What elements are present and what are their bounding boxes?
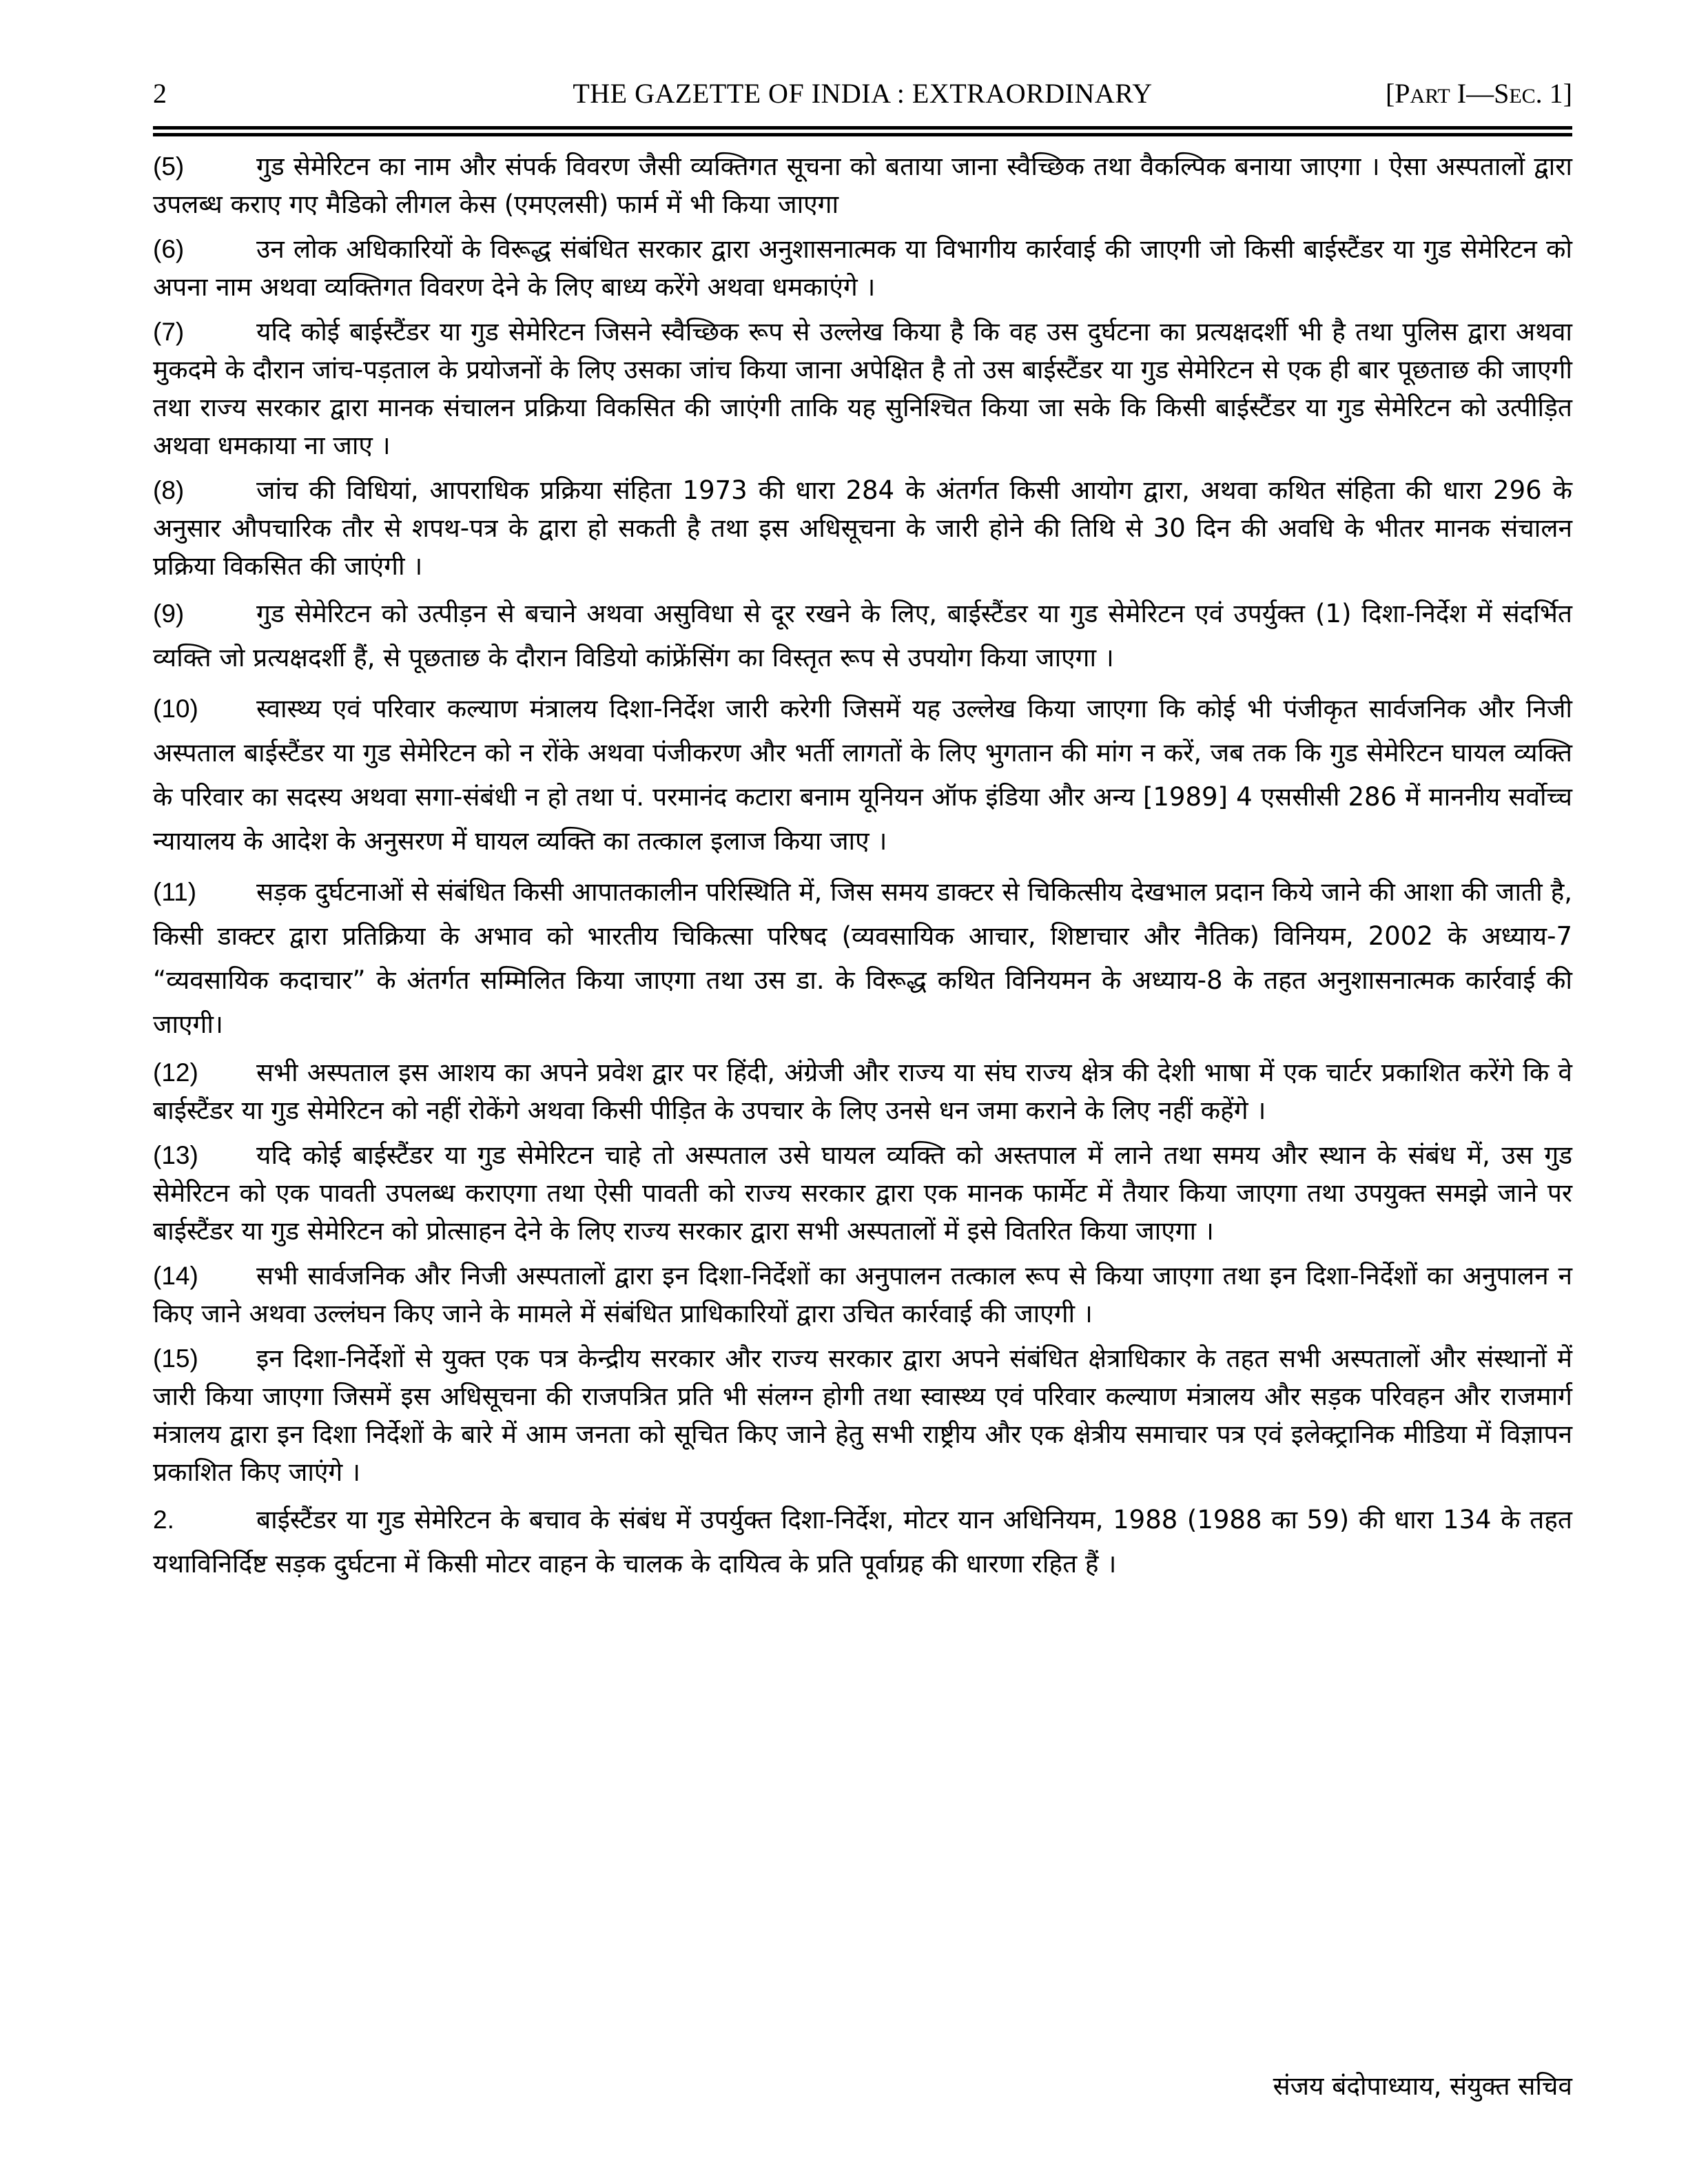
- paragraph-text: बाईस्टैंडर या गुड सेमेरिटन के बचाव के संबंध में उपर्युक्त दिशा-निर्देश, मोटर यान अधिनियम, 1988 (1988 का 59) की धारा 134 के तहत यथाविनिर्दिष्ट सड़क दुर्घटना में किसी मोटर वाहन के चालक के दायित्व के प्रति पूर्वाग्रह की धारणा रहित हैं ।: [153, 1505, 1572, 1579]
- document-body: [153, 147, 1572, 1593]
- part-mid: I—S: [1450, 78, 1510, 109]
- paragraph-number: (12): [153, 1058, 198, 1087]
- paragraph-8: [153, 471, 1572, 585]
- paragraph-number: (9): [153, 599, 185, 628]
- paragraph-number: (11): [153, 878, 197, 906]
- paragraph-14: [153, 1257, 1572, 1333]
- paragraph-text: उन लोक अधिकारियों के विरूद्ध संबंधित सरकार द्वारा अनुशासनात्मक या विभागीय कार्रवाई की जाएगी जो किसी बाईस्टैंडर या गुड सेमेरिटन को अपना नाम अथवा व्यक्तिगत विवरण देने के लिए बाध्य करेंगे अथवा धमकाएंगे ।: [153, 234, 1572, 302]
- paragraph-number: (13): [153, 1141, 198, 1169]
- paragraph-9: [153, 592, 1572, 680]
- part-suffix: . 1]: [1535, 78, 1572, 109]
- paragraph-text: सड़क दुर्घटनाओं से संबंधित किसी आपातकालीन परिस्थिति में, जिस समय डाक्टर से चिकित्सीय देखभाल प्रदान किये जाने की आशा की जाती है, किसी डाक्टर द्वारा प्रतिक्रिया के अभाव को भारतीय चिकित्सा परिषद (व्यवसायिक आचार, शिष्टाचार और नैतिक) विनियम, 2002 के अध्याय-7 “व्यवसायिक कदाचार” के अंतर्गत सम्मिलित किया जाएगा तथा उस डा. के विरूद्ध कथित विनियमन के अध्याय-8 के तहत अनुशासनात्मक कार्रवाई की जाएगी।: [153, 877, 1572, 1039]
- part-prefix: [P: [1385, 78, 1410, 109]
- page-number: 2: [153, 78, 167, 109]
- paragraph-text: इन दिशा-निर्देशों से युक्त एक पत्र केन्द्रीय सरकार और राज्य सरकार द्वारा अपने संबंधित क्षेत्राधिकार के तहत सभी अस्पतालों और संस्थानों में जारी किया जाएगा जिसमें इस अधिसूचना की राजपत्रित प्रति भी संलग्न होगी तथा स्वास्थ्य एवं परिवार कल्याण मंत्रालय और सड़क परिवहन और राजमार्ग मंत्रालय द्वारा इन दिशा निर्देशों के बारे में आम जनता को सूचित किए जाने हेतु सभी राष्ट्रीय और एक क्षेत्रीय समाचार पत्र एवं इलेक्ट्रानिक मीडिया में विज्ञापन प्रकाशित किए जाएंगे ।: [153, 1344, 1572, 1487]
- paragraph-text: जांच की विधियां, आपराधिक प्रक्रिया संहिता 1973 की धारा 284 के अंतर्गत किसी आयोग द्वारा, अथवा कथित संहिता की धारा 296 के अनुसार औपचारिक तौर से शपथ-पत्र के द्वारा हो सकती है तथा इस अधिसूचना के जारी होने की तिथि से 30 दिन की अवधि के भीतर मानक संचालन प्रक्रिया विकसित की जाएंगी ।: [153, 475, 1572, 581]
- paragraph-text: सभी अस्पताल इस आशय का अपने प्रवेश द्वार पर हिंदी, अंग्रेजी और राज्य या संघ राज्य क्षेत्र की देशी भाषा में एक चार्टर प्रकाशित करेंगे कि वे बाईस्टैंडर या गुड सेमेरिटन को नहीं रोकेंगे अथवा किसी पीड़ित के उपचार के लिए उनसे धन जमा कराने के लिए नहीं कहेंगे ।: [153, 1058, 1572, 1125]
- paragraph-6: [153, 230, 1572, 306]
- page-header: [153, 74, 1572, 116]
- paragraph-15: [153, 1340, 1572, 1491]
- paragraph-number: (5): [153, 152, 185, 181]
- header-rule-top: [153, 126, 1572, 130]
- paragraph-text: सभी सार्वजनिक और निजी अस्पतालों द्वारा इन दिशा-निर्देशों का अनुपालन तत्काल रूप से किया जाएगा तथा इन दिशा-निर्देशों का अनुपालन न किए जाने अथवा उल्लंघन किए जाने के मामले में संबंधित प्राधिकारियों द्वारा उचित कार्रवाई की जाएगी ।: [153, 1261, 1572, 1328]
- header-rule-bottom: [153, 133, 1572, 136]
- paragraph-text: यदि कोई बाईस्टैंडर या गुड सेमेरिटन चाहे तो अस्पताल उसे घायल व्यक्ति को अस्तपाल में लाने तथा समय और स्थान के संबंध में, उस गुड सेमेरिटन को एक पावती उपलब्ध कराएगा तथा ऐसी पावती को राज्य सरकार द्वारा एक मानक फार्मेट में तैयार किया जाएगा तथा उपयुक्त समझे जाने पर बाईस्टैंडर या गुड सेमेरिटन को प्रोत्साहन देने के लिए राज्य सरकार द्वारा सभी अस्पतालों में इसे वितरित किया जाएगा ।: [153, 1140, 1572, 1246]
- paragraph-text: गुड सेमेरिटन को उत्पीड़न से बचाने अथवा असुविधा से दूर रखने के लिए, बाईस्टैंडर या गुड सेमेरिटन एवं उपर्युक्त (1) दिशा-निर्देश में संदर्भित व्यक्ति जो प्रत्यक्षदर्शी हैं, से पूछताछ के दौरान विडियो कांफ्रेंसिंग का विस्तृत रूप से उपयोग किया जाएगा ।: [153, 599, 1572, 673]
- paragraph-number: (6): [153, 235, 185, 263]
- paragraph-text: यदि कोई बाईस्टैंडर या गुड सेमेरिटन जिसने स्वैच्छिक रूप से उल्लेख किया है कि वह उस दुर्घटना का प्रत्यक्षदर्शी भी है तथा पुलिस द्वारा अथवा मुकदमे के दौरान जांच-पड़ताल के प्रयोजनों के लिए उसका जांच किया जाना अपेक्षित है तो उस बाईस्टैंडर या गुड सेमेरिटन से एक ही बार पूछताछ की जाएगी तथा राज्य सरकार द्वारा मानक संचालन प्रक्रिया विकसित की जाएंगी ताकि यह सुनिश्चित किया जा सके कि किसी बाईस्टैंडर या गुड सेमेरिटन को उत्पीड़ित अथवा धमकाया ना जाए ।: [153, 317, 1572, 460]
- sec-small: EC: [1509, 85, 1536, 107]
- paragraph-text: गुड सेमेरिटन का नाम और संपर्क विवरण जैसी व्यक्तिगत सूचना को बताया जाना स्वैच्छिक तथा वैकल्पिक बनाया जाएगा । ऐसा अस्पतालों द्वारा उपलब्ध कराए गए मैडिको लीगल केस (एमएलसी) फार्म में भी किया जाएगा: [153, 152, 1572, 219]
- paragraph-7: [153, 313, 1572, 464]
- paragraph-text: स्वास्थ्य एवं परिवार कल्याण मंत्रालय दिशा-निर्देश जारी करेगी जिसमें यह उल्लेख किया जाएगा कि कोई भी पंजीकृत सार्वजनिक और निजी अस्पताल बाईस्टैंडर या गुड सेमेरिटन को न रोंके अथवा पंजीकरण और भर्ती लागतों के लिए भुगतान की मांग न करें, जब तक कि गुड सेमेरिटन घायल व्यक्ति के परिवार का सदस्य अथवा सगा-संबंधी न हो तथा पं. परमानंद कटारा बनाम यूनियन ऑफ इंडिया और अन्य [1989] 4 एससीसी 286 में माननीय सर्वोच्च न्यायालय के आदेश के अनुसरण में घायल व्यक्ति का तत्काल इलाज किया जाए ।: [153, 694, 1572, 856]
- paragraph-12: [153, 1054, 1572, 1129]
- paragraph-number: (10): [153, 695, 198, 723]
- paragraph-number: (14): [153, 1262, 198, 1290]
- paragraph-number: (8): [153, 476, 185, 504]
- paragraph-number: 2.: [153, 1506, 174, 1534]
- paragraph-10: [153, 687, 1572, 863]
- signatory: संजय बंदोपाध्याय, संयुक्त सचिव: [1273, 2071, 1572, 2101]
- paragraph-13: [153, 1136, 1572, 1250]
- paragraph-11: [153, 870, 1572, 1047]
- clause-2: [153, 1498, 1572, 1586]
- paragraph-5: [153, 147, 1572, 223]
- paragraph-number: (15): [153, 1344, 198, 1373]
- paragraph-number: (7): [153, 318, 185, 346]
- part-section-label: [1386, 74, 1572, 116]
- gazette-title: THE GAZETTE OF INDIA : EXTRAORDINARY: [573, 78, 1153, 109]
- part-small: ART: [1410, 85, 1450, 107]
